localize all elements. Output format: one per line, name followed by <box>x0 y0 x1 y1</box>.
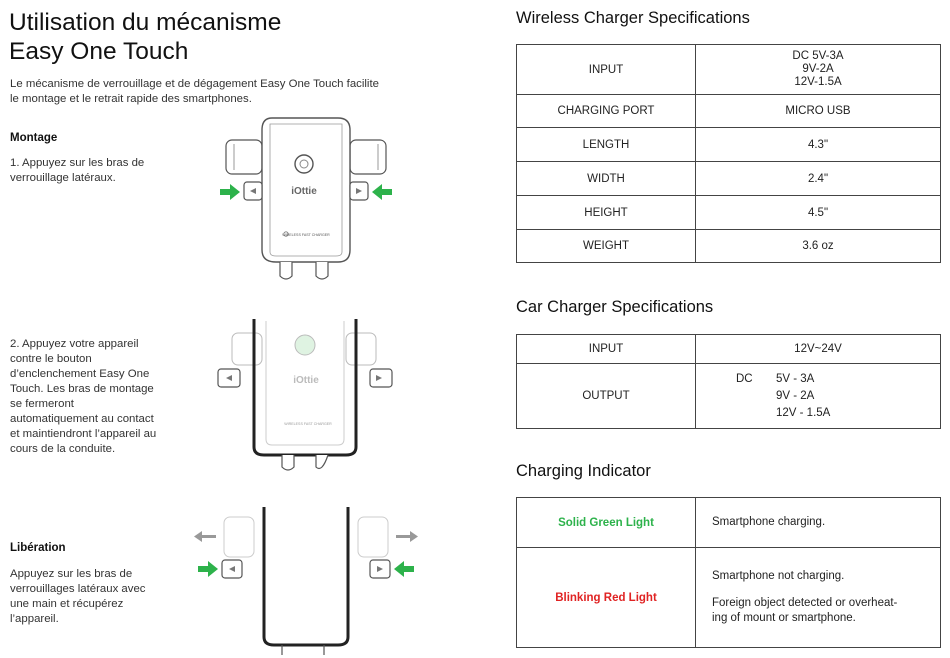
green-light-desc: Smartphone charging. <box>696 498 941 548</box>
intro-line-1: Le mécanisme de verrouillage et de dégagement Easy One Touch facilite <box>10 78 379 90</box>
table-row <box>517 95 941 128</box>
device-brand-text-2: iOttie <box>293 375 319 386</box>
title-line-2: Easy One Touch <box>9 38 189 65</box>
spec-value: MICRO USB <box>696 95 941 128</box>
spec-label: INPUT <box>517 45 696 95</box>
wireless-spec-table <box>516 44 941 263</box>
mount-illustration-2 <box>210 315 410 475</box>
spec-label: CHARGING PORT <box>517 95 696 128</box>
spec-value: 3.6 oz <box>696 230 941 263</box>
spec-value: 4.3" <box>696 128 941 162</box>
green-arrow-left-icon-2 <box>394 561 414 577</box>
liberation-line: l’appareil. <box>10 613 59 625</box>
indicator-heading: Charging Indicator <box>516 462 651 480</box>
page-title <box>9 8 281 66</box>
spec-value: 2.4" <box>696 162 941 196</box>
red-light-label: Blinking Red Light <box>517 548 696 648</box>
red-desc-line-2: Foreign object detected or overheat- <box>712 597 898 609</box>
car-heading: Car Charger Specifications <box>516 298 714 316</box>
green-arrow-left-icon <box>372 184 392 200</box>
device-brand-text: iOttie <box>291 186 317 197</box>
green-light-label: Solid Green Light <box>517 498 696 548</box>
step-2-line: contre le bouton <box>10 353 92 365</box>
step-2-line: Touch. Les bras de montage <box>10 383 154 395</box>
spec-value: 12V~24V <box>696 335 941 364</box>
spec-value-output <box>696 364 941 429</box>
step-2-text <box>10 337 156 457</box>
spec-label: INPUT <box>517 335 696 364</box>
liberation-line: verrouillages latéraux avec <box>10 583 146 595</box>
step-2-line: 2. Appuyez votre appareil <box>10 338 139 350</box>
input-value-line: 12V-1.5A <box>794 76 842 88</box>
spec-label: HEIGHT <box>517 196 696 230</box>
spec-label: WIDTH <box>517 162 696 196</box>
red-desc-line-1: Smartphone not charging. <box>712 570 845 582</box>
wireless-heading: Wireless Charger Specifications <box>516 9 750 27</box>
car-spec-table <box>516 334 941 429</box>
device-label-text: WIRELESS FAST CHARGER <box>282 233 330 237</box>
intro-paragraph <box>10 77 420 107</box>
step-2-line: cours de la conduite. <box>10 443 116 455</box>
step-2-line: et maintiendront l’appareil au <box>10 428 157 440</box>
spec-value: 4.5" <box>696 196 941 230</box>
gray-arrow-left-icon <box>194 531 216 542</box>
gray-arrow-right-icon <box>396 531 418 542</box>
mount-illustration-1 <box>200 110 420 290</box>
spec-label: WEIGHT <box>517 230 696 263</box>
liberation-text <box>10 567 146 627</box>
output-value-line: 5V - 3A <box>776 373 815 385</box>
spec-label: OUTPUT <box>517 364 696 429</box>
output-dc: DC <box>736 373 753 385</box>
input-value-line: 9V-2A <box>802 63 834 75</box>
mount-illustration-3 <box>192 505 420 658</box>
indicator-table <box>516 497 941 648</box>
intro-line-2: le montage et le retrait rapide des smartphones. <box>10 93 252 105</box>
green-arrow-right-icon-2 <box>198 561 218 577</box>
output-value-line: 12V - 1.5A <box>776 407 831 419</box>
step-1-line: 1. Appuyez sur les bras de <box>10 157 145 169</box>
table-row <box>517 498 941 548</box>
step-2-line: automatiquement au contact <box>10 413 154 425</box>
spec-label: LENGTH <box>517 128 696 162</box>
title-line-1: Utilisation du mécanisme <box>9 9 282 36</box>
table-row <box>517 548 941 648</box>
step-1-line: verrouillage latéraux. <box>10 172 116 184</box>
step-2-line: se fermeront <box>10 398 74 410</box>
input-value-line: DC 5V-3A <box>792 50 844 62</box>
table-row <box>517 128 941 162</box>
table-row <box>517 196 941 230</box>
montage-heading: Montage <box>10 132 58 144</box>
table-row <box>517 45 941 95</box>
spec-value-input <box>696 45 941 95</box>
table-row <box>517 162 941 196</box>
step-2-line: d’enclenchement Easy One <box>10 368 150 380</box>
table-row <box>517 230 941 263</box>
red-desc-line-3: ing of mount or smartphone. <box>712 612 856 624</box>
device-label-text-2: WIRELESS FAST CHARGER <box>284 422 332 426</box>
table-row <box>517 335 941 364</box>
red-light-desc <box>696 548 941 648</box>
table-row <box>517 364 941 429</box>
liberation-heading: Libération <box>10 542 66 554</box>
step-1-text <box>10 156 144 186</box>
green-arrow-right-icon <box>220 184 240 200</box>
liberation-line: Appuyez sur les bras de <box>10 568 133 580</box>
output-value-line: 9V - 2A <box>776 390 815 402</box>
liberation-line: une main et récupérez <box>10 598 124 610</box>
